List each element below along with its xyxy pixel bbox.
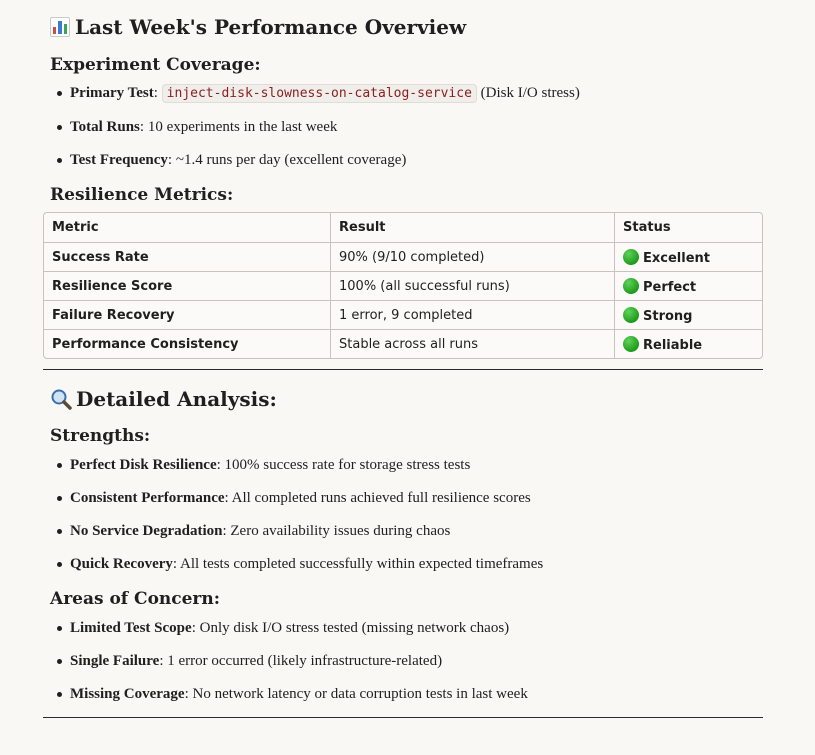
list-item: Limited Test Scope: Only disk I/O stress tested (missing network chaos) [70, 618, 763, 638]
concerns-heading: Areas of Concern: [50, 589, 221, 609]
result-cell: Stable across all runs [331, 330, 615, 358]
status-cell: Strong [615, 301, 762, 330]
table-row [44, 243, 762, 272]
strengths-list [50, 455, 763, 574]
list-item: No Service Degradation: Zero availability issues during chaos [70, 521, 763, 541]
metrics-heading: Resilience Metrics: [50, 185, 234, 205]
metric-cell: Failure Recovery [44, 301, 331, 330]
result-cell: 90% (9/10 completed) [331, 243, 615, 272]
coverage-heading: Experiment Coverage: [50, 55, 261, 75]
status-cell: Excellent [615, 243, 762, 272]
table-header-row [44, 213, 762, 243]
list-item: Quick Recovery: All tests completed successfully within expected timeframes [70, 554, 763, 574]
magnifying-glass-icon [50, 388, 72, 410]
green-circle-icon [623, 278, 639, 294]
green-circle-icon [623, 249, 639, 265]
result-cell: 1 error, 9 completed [331, 301, 615, 330]
metric-cell: Success Rate [44, 243, 331, 272]
column-header: Result [331, 213, 615, 243]
green-circle-icon [623, 336, 639, 352]
list-item: Total Runs: 10 experiments in the last week [70, 117, 763, 137]
strengths-heading: Strengths: [50, 426, 151, 446]
list-item: Single Failure: 1 error occurred (likely infrastructure-related) [70, 651, 763, 671]
table-row [44, 330, 762, 358]
analysis-title: Detailed Analysis: [50, 370, 763, 414]
divider [43, 717, 763, 718]
column-header: Status [615, 213, 762, 243]
table-row [44, 272, 762, 301]
list-item: Primary Test: inject-disk-slowness-on-catalog-service (Disk I/O stress) [70, 83, 763, 104]
concerns-list [50, 618, 763, 704]
result-cell: 100% (all successful runs) [331, 272, 615, 301]
list-item: Missing Coverage: No network latency or data corruption tests in last week [70, 684, 763, 704]
metrics-table [43, 212, 763, 359]
metric-cell: Performance Consistency [44, 330, 331, 358]
column-header: Metric [44, 213, 331, 243]
list-item: Perfect Disk Resilience: 100% success rate for storage stress tests [70, 455, 763, 475]
list-item: Consistent Performance: All completed runs achieved full resilience scores [70, 488, 763, 508]
status-cell: Reliable [615, 330, 762, 358]
metric-cell: Resilience Score [44, 272, 331, 301]
table-row [44, 301, 762, 330]
test-name-code: inject-disk-slowness-on-catalog-service [162, 84, 477, 103]
status-cell: Perfect [615, 272, 762, 301]
coverage-list [50, 83, 763, 170]
bar-chart-icon [50, 17, 70, 37]
list-item: Test Frequency: ~1.4 runs per day (excellent coverage) [70, 150, 763, 170]
page-title: Last Week's Performance Overview [50, 0, 763, 42]
green-circle-icon [623, 307, 639, 323]
